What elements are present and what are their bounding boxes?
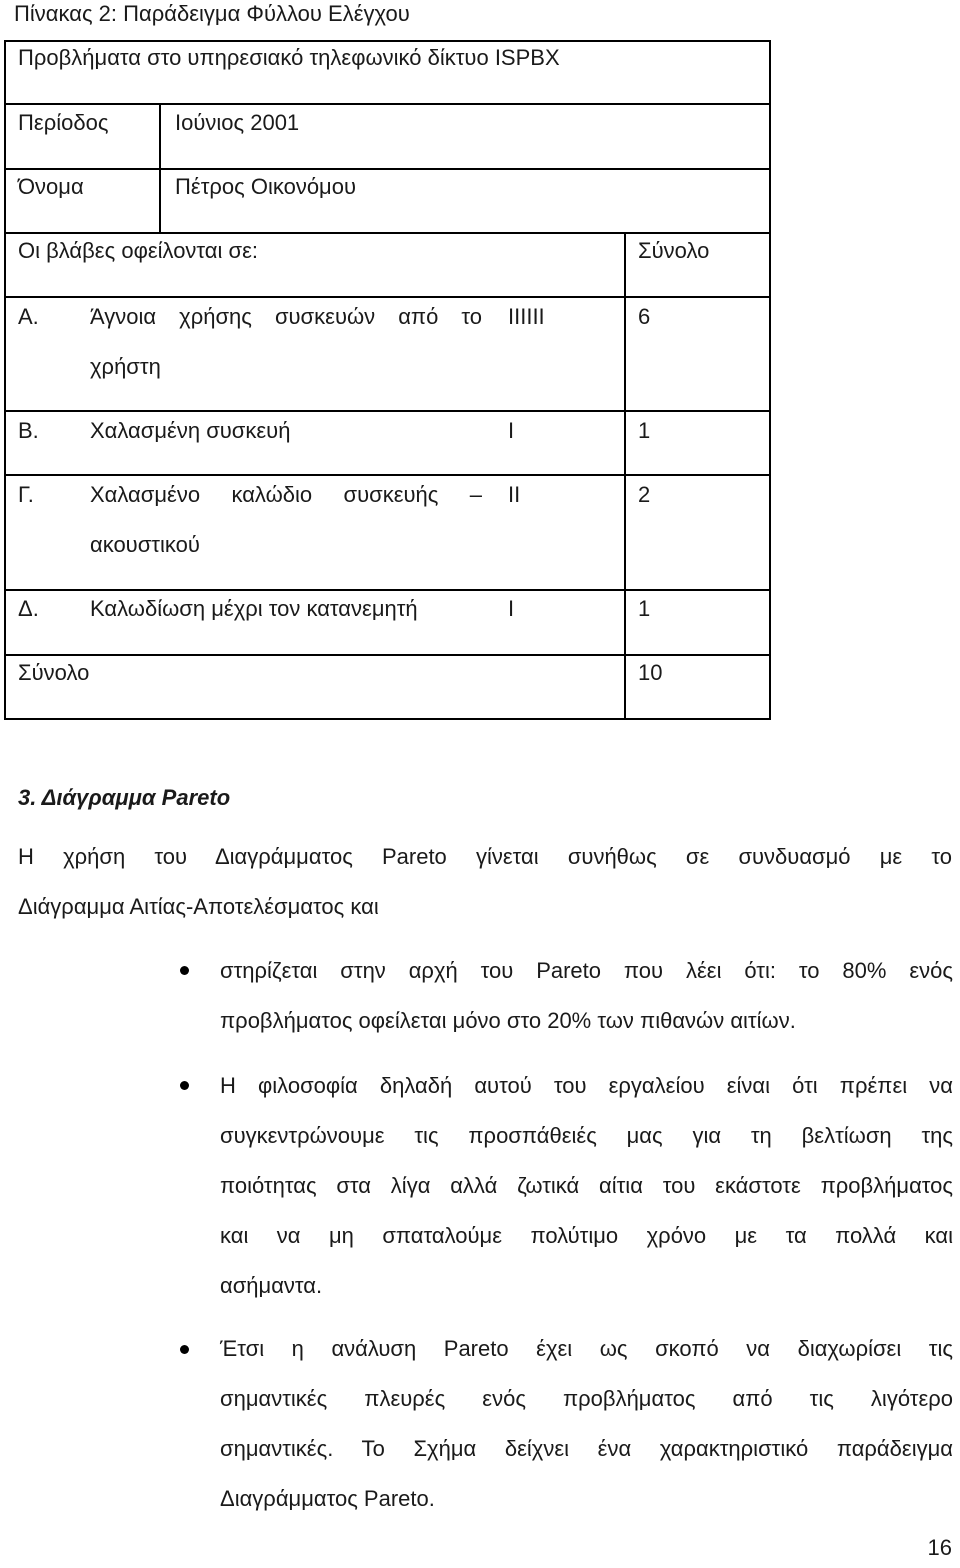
row-count: 6 [638, 304, 651, 329]
table-rule [4, 40, 6, 720]
period-value: Ιούνιος 2001 [175, 110, 300, 135]
table-rule [159, 103, 161, 232]
row-tally: I [508, 596, 515, 621]
bullet-paragraph [220, 946, 953, 1046]
row-letter: Γ. [18, 482, 34, 507]
page-number: 16 [927, 1535, 952, 1560]
table-rule [624, 232, 626, 720]
row-cause: Χαλασμένη συσκευή [90, 418, 291, 443]
bullet-icon [180, 1081, 189, 1090]
name-value: Πέτρος Οικονόμου [175, 174, 356, 199]
bullet-line: ασήμαντα. [220, 1273, 323, 1298]
total-header: Σύνολο [638, 238, 710, 263]
intro-paragraph [18, 832, 952, 932]
bullet-paragraph [220, 1324, 953, 1524]
bullet-line: προβλήματος οφείλεται μόνο στο 20% των πιθανών αιτίων. [220, 1008, 796, 1033]
table-rule [4, 232, 771, 234]
table-rule [4, 474, 771, 476]
row-cause: Άγνοια χρήσης συσκευών από το [90, 304, 482, 329]
intro-line: Η χρήση του Διαγράμματος Pareto γίνεται συνήθως σε συνδυασμό με το [18, 844, 952, 869]
table-rule [4, 410, 771, 412]
row-letter: Α. [18, 304, 39, 329]
sum-label: Σύνολο [18, 660, 90, 685]
bullet-paragraph [220, 1061, 953, 1311]
check-sheet-table [4, 40, 771, 720]
table-rule [4, 40, 771, 42]
row-cause-cont: χρήστη [90, 354, 161, 379]
bullet-line: και να μη σπαταλούμε πολύτιμο χρόνο με τα πολλά και [220, 1223, 953, 1248]
row-cause: Καλωδίωση μέχρι τον κατανεμητή [90, 596, 418, 621]
causes-header: Οι βλάβες οφείλονται σε: [18, 238, 259, 263]
bullet-line: Έτσι η ανάλυση Pareto έχει ως σκοπό να διαχωρίσει τις [220, 1336, 953, 1361]
bullet-line: στηρίζεται στην αρχή του Pareto που λέει ότι: το 80% ενός [220, 958, 953, 983]
row-letter: Δ. [18, 596, 39, 621]
bullet-icon [180, 1345, 189, 1354]
intro-line: Διάγραμμα Αιτίας-Αποτελέσματος και [18, 894, 379, 919]
table-rule [4, 168, 771, 170]
sum-value: 10 [638, 660, 663, 685]
bullet-line: συγκεντρώνουμε τις προσπάθειές μας για τη βελτίωση της [220, 1123, 953, 1148]
period-label: Περίοδος [18, 110, 109, 135]
bullet-line: Η φιλοσοφία δηλαδή αυτού του εργαλείου είναι ότι πρέπει να [220, 1073, 953, 1098]
table-rule [4, 296, 771, 298]
table-rule [769, 40, 771, 720]
bullet-line: Διαγράμματος Pareto. [220, 1486, 435, 1511]
section-heading: 3. Διάγραμμα Pareto [18, 785, 231, 810]
row-tally: II [508, 482, 521, 507]
table-rule [4, 654, 771, 656]
row-cause: Χαλασμένο καλώδιο συσκευής – [90, 482, 482, 507]
row-tally: I [508, 418, 515, 443]
row-tally: IIIIII [508, 304, 545, 329]
bullet-icon [180, 966, 189, 975]
table-rule [4, 589, 771, 591]
table-rule [4, 718, 771, 720]
row-cause-cont: ακουστικού [90, 532, 200, 557]
name-label: Όνομα [18, 174, 84, 199]
bullet-line: ποιότητας στα λίγα αλλά ζωτικά αίτια του εκάστοτε προβλήματος [220, 1173, 953, 1198]
bullet-line: σημαντικές. Το Σχήμα δείχνει ένα χαρακτηριστικό παράδειγμα [220, 1436, 953, 1461]
bullet-line: σημαντικές πλευρές ενός προβλήματος από τις λιγότερο [220, 1386, 953, 1411]
row-count: 1 [638, 596, 651, 621]
row-letter: Β. [18, 418, 39, 443]
table-title: Προβλήματα στο υπηρεσιακό τηλεφωνικό δίκτυο ISPBX [18, 45, 560, 70]
row-count: 1 [638, 418, 651, 443]
row-count: 2 [638, 482, 651, 507]
table-rule [4, 103, 771, 105]
table-caption: Πίνακας 2: Παράδειγμα Φύλλου Ελέγχου [14, 1, 410, 26]
